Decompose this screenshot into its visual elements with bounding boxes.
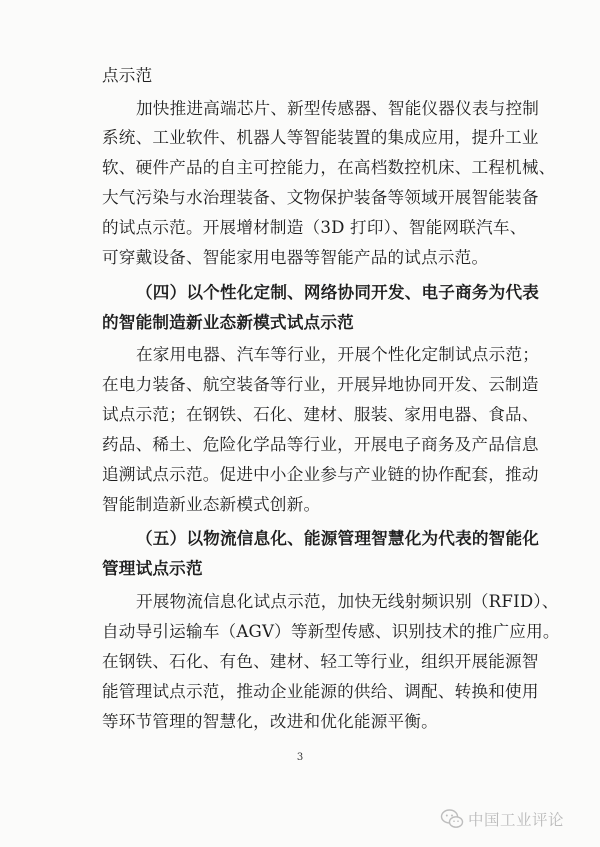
text-line: 加快推进高端芯片、新型传感器、智能仪器仪表与控制	[136, 99, 540, 118]
text-line: 系统、工业软件、机器人等智能装置的集成应用，提升工业	[102, 128, 539, 147]
watermark	[440, 808, 564, 830]
page-number: 3	[296, 752, 304, 763]
text-line: 点示范	[102, 66, 153, 85]
text-line: 的试点示范。开展增材制造（3D 打印）、智能网联汽车、	[102, 218, 527, 237]
text-line: 软、硬件产品的自主可控能力，在高档数控机床、工程机械、	[102, 158, 556, 177]
wechat-icon	[440, 808, 464, 830]
text-line: 在家用电器、汽车等行业，开展个性化定制试点示范；	[136, 345, 540, 364]
text-line: 在电力装备、航空装备等行业，开展异地协同开发、云制造	[102, 375, 539, 394]
text-line: 等环节管理的智慧化，改进和优化能源平衡。	[102, 712, 438, 731]
section-heading: 的智能制造新业态新模式试点示范	[102, 312, 354, 332]
section-heading: （四）以个性化定制、网络协同开发、电子商务为代表	[136, 282, 540, 302]
text-line: 自动导引运输车（AGV）等新型传感、识别技术的推广应用。	[102, 622, 560, 641]
text-line: 智能制造新业态新模式创新。	[102, 495, 321, 514]
section-heading: 管理试点示范	[102, 558, 203, 578]
text-line: 药品、稀土、危险化学品等行业，开展电子商务及产品信息	[102, 435, 539, 454]
text-line: 大气污染与水治理装备、文物保护装备等领域开展智能装备	[102, 188, 539, 207]
text-line: 能管理试点示范，推动企业能源的供给、调配、转换和使用	[102, 682, 539, 701]
text-line: 可穿戴设备、智能家用电器等智能产品的试点示范。	[102, 248, 489, 267]
text-line: 在钢铁、石化、有色、建材、轻工等行业，组织开展能源智	[102, 652, 539, 671]
section-heading: （五）以物流信息化、能源管理智慧化为代表的智能化	[136, 528, 540, 548]
watermark-text: 中国工业评论	[468, 811, 565, 829]
text-line: 开展物流信息化试点示范，加快无线射频识别（RFID）、	[136, 592, 559, 611]
text-line: 追溯试点示范。促进中小企业参与产业链的协作配套，推动	[102, 465, 539, 484]
text-line: 试点示范；在钢铁、石化、建材、服装、家用电器、食品、	[102, 405, 539, 424]
